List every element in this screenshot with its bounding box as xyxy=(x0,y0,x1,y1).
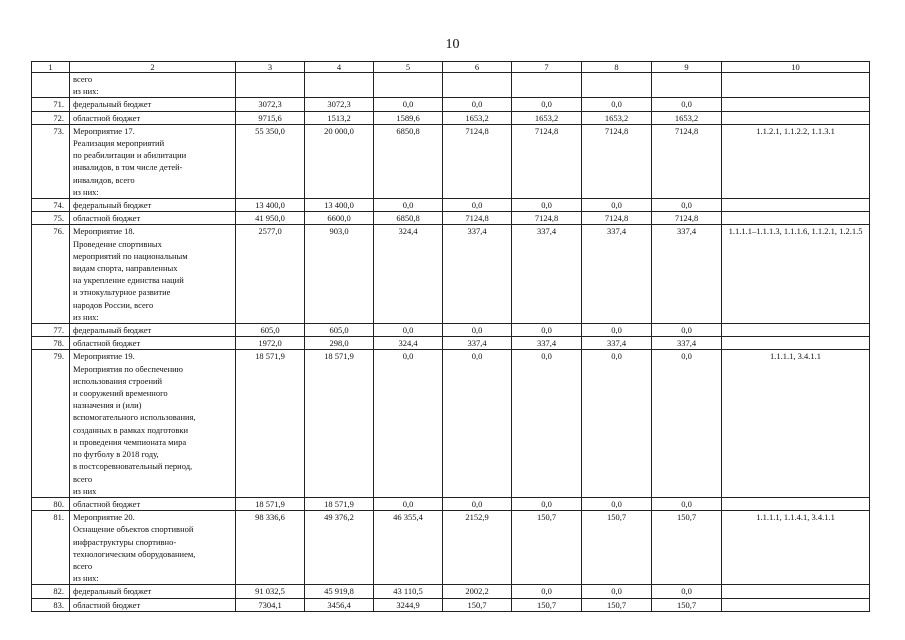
value-cell xyxy=(443,73,512,98)
description-line: созданных в рамках подготовки xyxy=(73,424,189,435)
value-cell: 18 571,9 xyxy=(305,497,374,510)
value-cell: 91 032,5 xyxy=(236,585,305,598)
description-line: Проведение спортивных xyxy=(73,238,162,249)
value-cell: 7124,8 xyxy=(443,124,512,198)
page-number: 10 xyxy=(445,37,460,52)
reference-cell xyxy=(722,199,870,212)
row-description xyxy=(70,225,236,324)
value-cell: 7124,8 xyxy=(652,212,722,225)
table-row xyxy=(32,199,870,212)
value-cell: 324,4 xyxy=(374,225,443,324)
description-line: Реализация мероприятий xyxy=(73,138,165,149)
value-cell: 1513,2 xyxy=(305,111,374,124)
value-cell: 150,7 xyxy=(582,511,652,585)
value-cell: 0,0 xyxy=(512,497,582,510)
table-row xyxy=(32,225,870,324)
table-row xyxy=(32,73,870,98)
column-header: 3 xyxy=(236,62,305,73)
description-line: Мероприятие 19. xyxy=(73,351,135,362)
column-header: 9 xyxy=(652,62,722,73)
value-cell: 150,7 xyxy=(652,511,722,585)
description-line: областной бюджет xyxy=(73,498,141,509)
value-cell: 324,4 xyxy=(374,337,443,350)
value-cell xyxy=(582,73,652,98)
reference-cell xyxy=(722,337,870,350)
value-cell: 0,0 xyxy=(512,585,582,598)
row-description xyxy=(70,511,236,585)
description-line: из них xyxy=(73,485,97,496)
value-cell: 46 355,4 xyxy=(374,511,443,585)
description-line: областной бюджет xyxy=(73,112,141,123)
value-cell xyxy=(652,73,722,98)
value-cell: 0,0 xyxy=(374,350,443,497)
row-description xyxy=(70,350,236,497)
row-number: 77. xyxy=(32,324,70,337)
description-line: Оснащение объектов спортивной xyxy=(73,524,194,535)
description-line: областной бюджет xyxy=(73,213,141,224)
value-cell: 0,0 xyxy=(652,324,722,337)
value-cell: 7304,1 xyxy=(236,598,305,611)
description-line: инвалидов, всего xyxy=(73,174,135,185)
description-line: федеральный бюджет xyxy=(73,325,152,336)
table-row xyxy=(32,337,870,350)
value-cell: 0,0 xyxy=(512,199,582,212)
table-row xyxy=(32,212,870,225)
value-cell: 337,4 xyxy=(443,337,512,350)
value-cell: 1589,6 xyxy=(374,111,443,124)
description-line: по футболу в 2018 году, xyxy=(73,449,159,460)
table-row xyxy=(32,497,870,510)
value-cell: 55 350,0 xyxy=(236,124,305,198)
description-line: всего xyxy=(73,74,93,84)
description-line: в постсоревновательный период, xyxy=(73,461,193,472)
value-cell: 2152,9 xyxy=(443,511,512,585)
table-body xyxy=(32,62,870,612)
value-cell: 605,0 xyxy=(236,324,305,337)
row-description xyxy=(70,111,236,124)
value-cell: 7124,8 xyxy=(512,212,582,225)
column-header-row xyxy=(32,62,870,73)
column-header: 5 xyxy=(374,62,443,73)
value-cell: 0,0 xyxy=(443,497,512,510)
row-number: 80. xyxy=(32,497,70,510)
value-cell: 3072,3 xyxy=(305,98,374,111)
value-cell: 9715,6 xyxy=(236,111,305,124)
description-line: федеральный бюджет xyxy=(73,586,152,597)
description-line: федеральный бюджет xyxy=(73,200,152,211)
column-header: 7 xyxy=(512,62,582,73)
table-row xyxy=(32,598,870,611)
reference-cell xyxy=(722,73,870,98)
value-cell xyxy=(374,73,443,98)
row-description xyxy=(70,598,236,611)
value-cell: 0,0 xyxy=(652,585,722,598)
description-line: из них: xyxy=(73,311,99,322)
row-number: 79. xyxy=(32,350,70,497)
value-cell: 337,4 xyxy=(582,225,652,324)
value-cell: 49 376,2 xyxy=(305,511,374,585)
column-header: 6 xyxy=(443,62,512,73)
reference-cell xyxy=(722,212,870,225)
value-cell: 6850,8 xyxy=(374,212,443,225)
description-line: использования строений xyxy=(73,375,163,386)
row-description xyxy=(70,124,236,198)
value-cell: 7124,8 xyxy=(443,212,512,225)
reference-cell: 1.1.1.1–1.1.1.3, 1.1.1.6, 1.1.2.1, 1.2.1.5 xyxy=(722,225,870,324)
column-header: 10 xyxy=(722,62,870,73)
description-line: из них: xyxy=(73,86,99,97)
value-cell: 0,0 xyxy=(652,98,722,111)
value-cell: 7124,8 xyxy=(512,124,582,198)
value-cell: 2577,0 xyxy=(236,225,305,324)
description-line: всего xyxy=(73,560,93,571)
table-row xyxy=(32,585,870,598)
value-cell: 0,0 xyxy=(652,497,722,510)
reference-cell xyxy=(722,585,870,598)
value-cell: 903,0 xyxy=(305,225,374,324)
value-cell: 20 000,0 xyxy=(305,124,374,198)
description-line: Мероприятие 17. xyxy=(73,125,135,136)
description-line: федеральный бюджет xyxy=(73,99,152,110)
description-line: мероприятий по национальным xyxy=(73,250,188,261)
row-description xyxy=(70,324,236,337)
description-line: Мероприятия по обеспечению xyxy=(73,363,184,374)
value-cell: 337,4 xyxy=(582,337,652,350)
value-cell: 0,0 xyxy=(443,350,512,497)
value-cell: 298,0 xyxy=(305,337,374,350)
value-cell: 1972,0 xyxy=(236,337,305,350)
row-number: 72. xyxy=(32,111,70,124)
description-line: инфраструктуры спортивно- xyxy=(73,536,177,547)
value-cell: 1653,2 xyxy=(443,111,512,124)
value-cell: 43 110,5 xyxy=(374,585,443,598)
value-cell: 0,0 xyxy=(374,98,443,111)
description-line: областной бюджет xyxy=(73,338,141,349)
description-line: видам спорта, направленных xyxy=(73,263,178,274)
row-number: 78. xyxy=(32,337,70,350)
value-cell: 150,7 xyxy=(582,598,652,611)
value-cell: 6850,8 xyxy=(374,124,443,198)
description-line: Мероприятие 20. xyxy=(73,512,135,523)
reference-cell xyxy=(722,497,870,510)
table-row xyxy=(32,350,870,497)
description-line: на укрепление единства наций xyxy=(73,275,184,286)
row-number: 83. xyxy=(32,598,70,611)
value-cell: 41 950,0 xyxy=(236,212,305,225)
row-number: 76. xyxy=(32,225,70,324)
row-number: 73. xyxy=(32,124,70,198)
value-cell: 0,0 xyxy=(443,199,512,212)
value-cell: 45 919,8 xyxy=(305,585,374,598)
value-cell: 1653,2 xyxy=(582,111,652,124)
value-cell: 0,0 xyxy=(652,350,722,497)
description-line: и сооружений временного xyxy=(73,388,168,399)
value-cell: 0,0 xyxy=(443,324,512,337)
row-description xyxy=(70,212,236,225)
description-line: Мероприятие 18. xyxy=(73,226,135,237)
reference-cell: 1.1.1.1, 1.1.4.1, 3.4.1.1 xyxy=(722,511,870,585)
value-cell: 0,0 xyxy=(582,324,652,337)
description-line: из них: xyxy=(73,186,99,197)
value-cell: 3072,3 xyxy=(236,98,305,111)
value-cell xyxy=(512,73,582,98)
description-line: инвалидов, в том числе детей- xyxy=(73,162,183,173)
value-cell: 150,7 xyxy=(512,511,582,585)
description-line: всего xyxy=(73,473,93,484)
table-row xyxy=(32,511,870,585)
value-cell: 1653,2 xyxy=(512,111,582,124)
table-row xyxy=(32,111,870,124)
value-cell: 3456,4 xyxy=(305,598,374,611)
column-header: 8 xyxy=(582,62,652,73)
value-cell: 0,0 xyxy=(374,324,443,337)
row-number: 74. xyxy=(32,199,70,212)
row-description xyxy=(70,199,236,212)
value-cell: 0,0 xyxy=(374,199,443,212)
description-line: из них: xyxy=(73,573,99,584)
row-description xyxy=(70,497,236,510)
row-description xyxy=(70,337,236,350)
value-cell: 7124,8 xyxy=(652,124,722,198)
reference-cell xyxy=(722,324,870,337)
reference-cell xyxy=(722,111,870,124)
reference-cell: 1.1.2.1, 1.1.2.2, 1.1.3.1 xyxy=(722,124,870,198)
column-header: 2 xyxy=(70,62,236,73)
description-line: и этнокультурное развитие xyxy=(73,287,171,298)
row-description xyxy=(70,73,236,98)
table-row xyxy=(32,98,870,111)
value-cell xyxy=(236,73,305,98)
row-description xyxy=(70,585,236,598)
description-line: по реабилитации и абилитации xyxy=(73,150,187,161)
description-line: вспомогательного использования, xyxy=(73,412,196,423)
column-header: 1 xyxy=(32,62,70,73)
value-cell: 0,0 xyxy=(582,497,652,510)
table-row xyxy=(32,124,870,198)
reference-cell xyxy=(722,98,870,111)
value-cell: 18 571,9 xyxy=(236,497,305,510)
value-cell: 0,0 xyxy=(582,585,652,598)
description-line: областной бюджет xyxy=(73,599,141,610)
row-number: 82. xyxy=(32,585,70,598)
row-number xyxy=(32,73,70,98)
value-cell: 0,0 xyxy=(512,350,582,497)
value-cell: 337,4 xyxy=(652,337,722,350)
value-cell: 7124,8 xyxy=(582,212,652,225)
value-cell: 0,0 xyxy=(652,199,722,212)
description-line: назначения и (или) xyxy=(73,400,142,411)
value-cell: 337,4 xyxy=(512,337,582,350)
description-line: народов России, всего xyxy=(73,299,154,310)
value-cell: 337,4 xyxy=(443,225,512,324)
column-header: 4 xyxy=(305,62,374,73)
value-cell: 1653,2 xyxy=(652,111,722,124)
value-cell: 98 336,6 xyxy=(236,511,305,585)
value-cell: 150,7 xyxy=(443,598,512,611)
value-cell: 0,0 xyxy=(582,350,652,497)
value-cell: 605,0 xyxy=(305,324,374,337)
value-cell: 0,0 xyxy=(582,98,652,111)
value-cell: 0,0 xyxy=(443,98,512,111)
description-line: технологическим оборудованием, xyxy=(73,548,196,559)
value-cell: 0,0 xyxy=(512,98,582,111)
value-cell: 0,0 xyxy=(374,497,443,510)
reference-cell: 1.1.1.1, 3.4.1.1 xyxy=(722,350,870,497)
value-cell: 0,0 xyxy=(512,324,582,337)
value-cell: 150,7 xyxy=(652,598,722,611)
row-number: 71. xyxy=(32,98,70,111)
value-cell: 6600,0 xyxy=(305,212,374,225)
description-line: и проведения чемпионата мира xyxy=(73,436,187,447)
value-cell: 7124,8 xyxy=(582,124,652,198)
value-cell: 13 400,0 xyxy=(305,199,374,212)
table-row xyxy=(32,324,870,337)
value-cell: 18 571,9 xyxy=(305,350,374,497)
value-cell xyxy=(305,73,374,98)
value-cell: 13 400,0 xyxy=(236,199,305,212)
reference-cell xyxy=(722,598,870,611)
value-cell: 2002,2 xyxy=(443,585,512,598)
value-cell: 150,7 xyxy=(512,598,582,611)
row-description xyxy=(70,98,236,111)
value-cell: 337,4 xyxy=(512,225,582,324)
value-cell: 337,4 xyxy=(652,225,722,324)
value-cell: 18 571,9 xyxy=(236,350,305,497)
value-cell: 0,0 xyxy=(582,199,652,212)
row-number: 75. xyxy=(32,212,70,225)
budget-table xyxy=(31,61,870,612)
value-cell: 3244,9 xyxy=(374,598,443,611)
row-number: 81. xyxy=(32,511,70,585)
